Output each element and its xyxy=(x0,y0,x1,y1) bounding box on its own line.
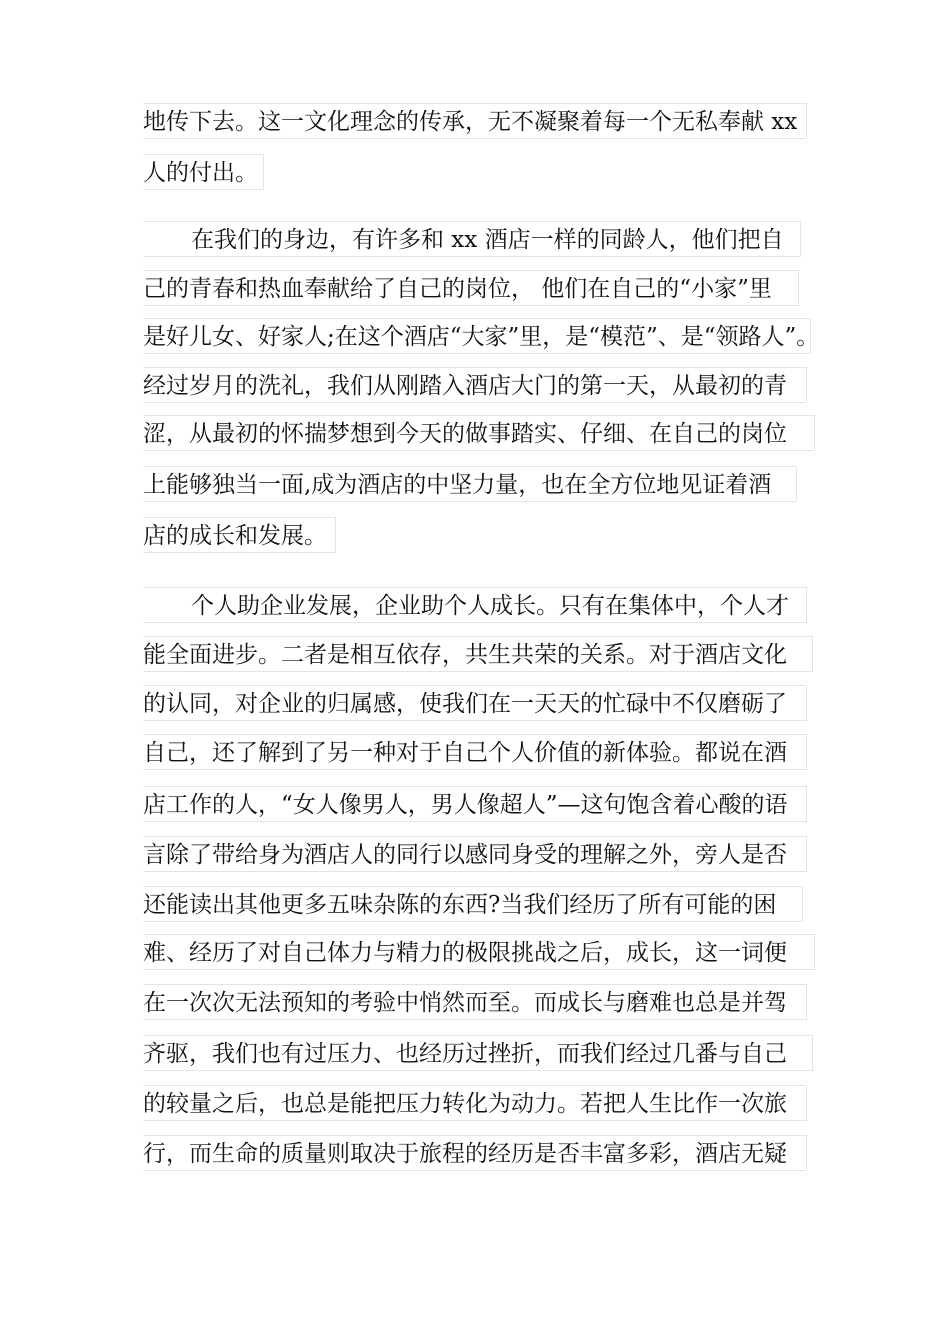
text-line: 难、经历了对自己体力与精力的极限挑战之后，成长，这一词便 xyxy=(143,934,815,970)
text-line: 齐驱，我们也有过压力、也经历过挫折，而我们经过几番与自己 xyxy=(143,1035,813,1071)
text-line: 的认同，对企业的归属感，使我们在一天天的忙碌中不仅磨砺了 xyxy=(143,685,807,721)
text-line: 是好儿女、好家人;在这个酒店“大家”里，是“模范”、是“领路人”。 xyxy=(143,318,811,354)
text-line: 言除了带给身为酒店人的同行以感同身受的理解之外，旁人是否 xyxy=(143,836,807,872)
text-line: 行，而生命的质量则取决于旅程的经历是否丰富多彩，酒店无疑 xyxy=(143,1135,807,1171)
text-line: 己的青春和热血奉献给了自己的岗位， 他们在自己的“小家”里 xyxy=(143,270,799,306)
text-line: 在一次次无法预知的考验中悄然而至。而成长与磨难也总是并驾 xyxy=(143,984,807,1020)
text-line: 在我们的身边，有许多和 xx 酒店一样的同龄人，他们把自 xyxy=(143,221,801,257)
text-line: 店工作的人，“女人像男人，男人像超人”—这句饱含着心酸的语 xyxy=(143,786,807,822)
text-line: 个人助企业发展，企业助个人成长。只有在集体中，个人才 xyxy=(143,587,807,623)
text-line: 上能够独当一面,成为酒店的中坚力量，也在全方位地见证着酒 xyxy=(143,466,797,502)
text-line: 经过岁月的洗礼，我们从刚踏入酒店大门的第一天，从最初的青 xyxy=(143,367,807,403)
text-line: 地传下去。这一文化理念的传承，无不凝聚着每一个无私奉献 xx xyxy=(143,103,807,139)
text-line: 自己，还了解到了另一种对于自己个人价值的新体验。都说在酒 xyxy=(143,734,807,770)
text-line: 还能读出其他更多五味杂陈的东西?当我们经历了所有可能的困 xyxy=(143,886,803,922)
text-line: 店的成长和发展。 xyxy=(143,517,336,553)
text-line: 人的付出。 xyxy=(143,154,264,190)
text-line: 的较量之后，也总是能把压力转化为动力。若把人生比作一次旅 xyxy=(143,1085,807,1121)
text-line: 能全面进步。二者是相互依存，共生共荣的关系。对于酒店文化 xyxy=(143,636,813,672)
text-line: 涩，从最初的怀揣梦想到今天的做事踏实、仔细、在自己的岗位 xyxy=(143,415,815,451)
